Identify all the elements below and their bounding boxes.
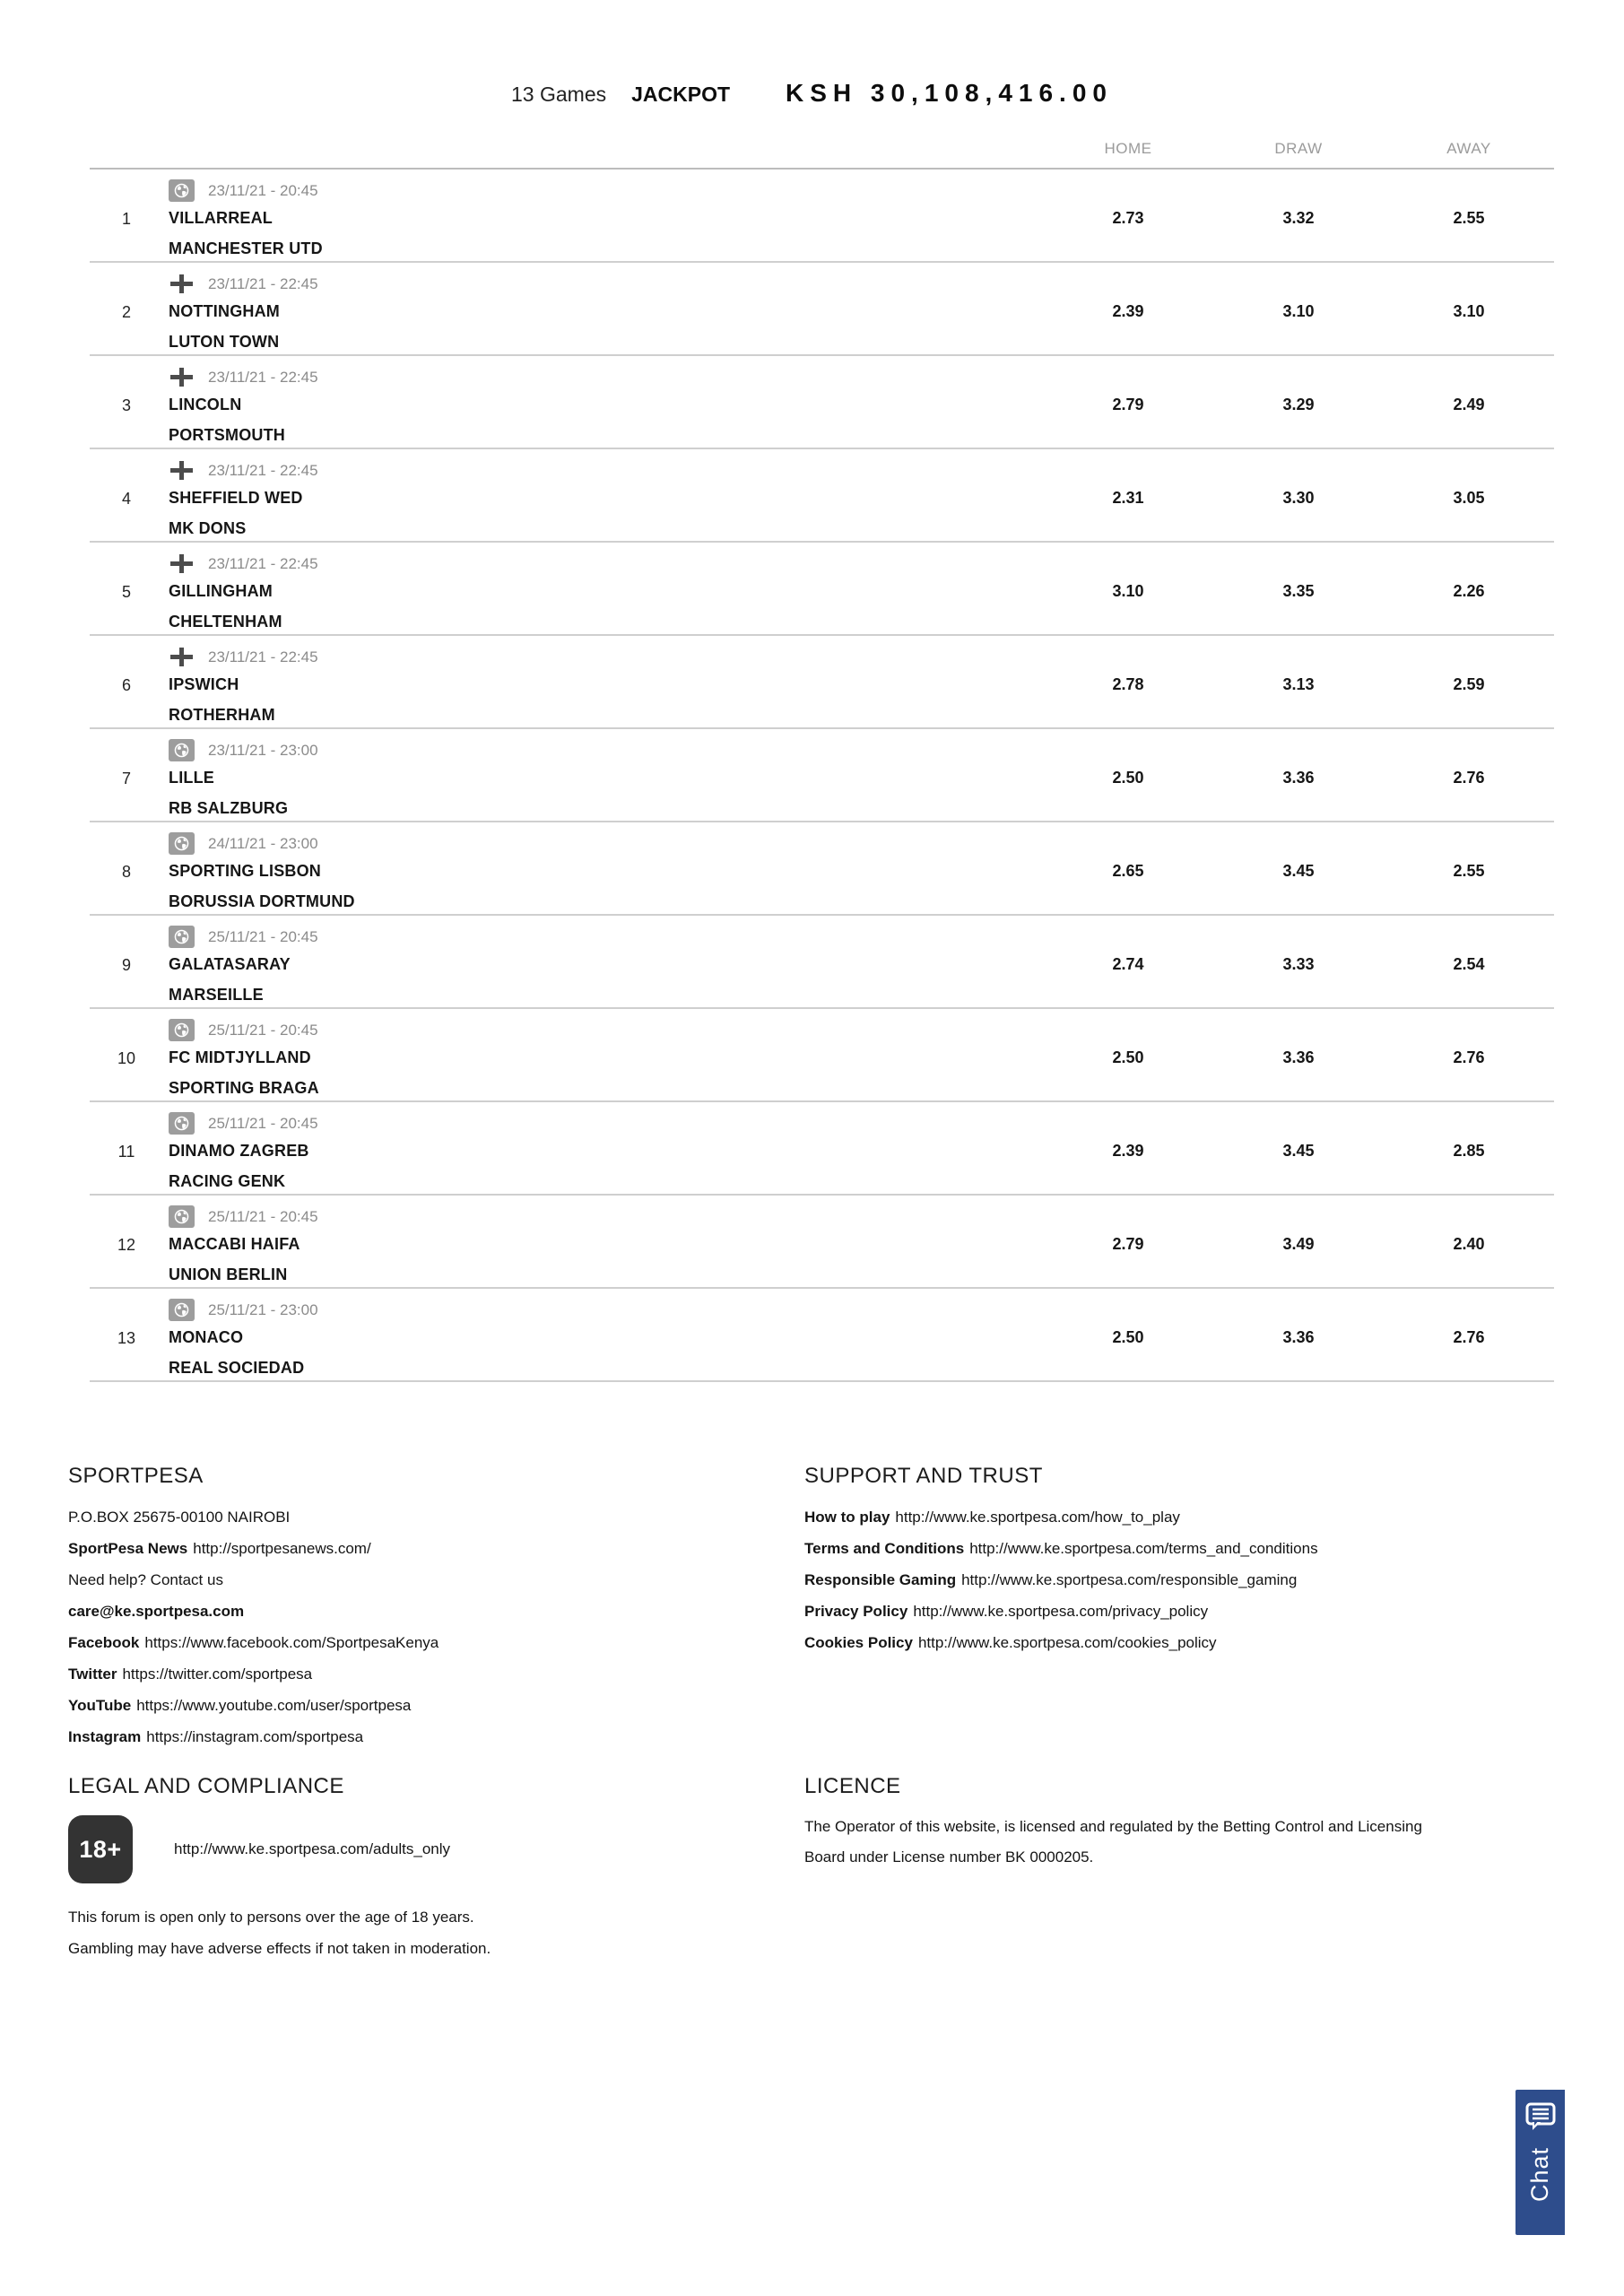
draw-odds[interactable]: 3.36	[1282, 1328, 1315, 1346]
game-datetime-row	[169, 1019, 318, 1041]
home-odds[interactable]: 2.31	[1112, 489, 1144, 507]
support-link-url[interactable]: http://www.ke.sportpesa.com/cookies_policy	[917, 1634, 1217, 1651]
legal-compliance-section	[68, 1774, 777, 1964]
game-date: 25/11/21 - 23:00	[208, 1300, 318, 1318]
away-odds[interactable]: 2.85	[1453, 1142, 1485, 1160]
game-number: 7	[121, 770, 131, 787]
18-plus-badge: 18+	[68, 1815, 133, 1883]
draw-odds[interactable]: 3.10	[1282, 302, 1315, 320]
draw-odds[interactable]: 3.45	[1282, 862, 1315, 880]
away-odds[interactable]: 2.26	[1453, 582, 1485, 600]
globe-icon	[169, 926, 195, 948]
away-odds[interactable]: 2.54	[1453, 955, 1485, 973]
game-row	[90, 168, 1554, 261]
game-row	[90, 1194, 1554, 1287]
footer-line-label: Twitter	[68, 1665, 117, 1683]
odds-row	[1043, 1048, 1554, 1067]
support-link-line	[804, 1533, 1549, 1564]
game-datetime-row	[169, 646, 318, 668]
footer-support-section	[804, 1464, 1549, 1658]
footer-line-text[interactable]: Need help? Contact us	[68, 1571, 223, 1588]
odds-row	[1043, 396, 1554, 414]
away-team-name: RACING GENK	[169, 1172, 286, 1190]
support-link-url[interactable]: http://www.ke.sportpesa.com/responsible_gaming	[961, 1571, 1298, 1588]
licence-heading: LICENCE	[804, 1774, 901, 1798]
draw-odds[interactable]: 3.36	[1282, 1048, 1315, 1066]
away-odds[interactable]: 2.59	[1453, 675, 1485, 693]
home-team-name: SPORTING LISBON	[169, 862, 322, 880]
game-number: 13	[117, 1329, 136, 1347]
footer-line-text[interactable]: https://www.facebook.com/SportpesaKenya	[144, 1634, 439, 1651]
support-link-url[interactable]: http://www.ke.sportpesa.com/how_to_play	[895, 1509, 1180, 1526]
game-date: 23/11/21 - 22:45	[208, 554, 318, 572]
game-datetime-row	[169, 1112, 318, 1135]
away-odds[interactable]: 2.49	[1453, 396, 1485, 413]
game-number: 12	[117, 1236, 136, 1254]
home-team-name: MACCABI HAIFA	[169, 1235, 300, 1253]
away-team-name: MANCHESTER UTD	[169, 239, 323, 257]
footer-line-label: YouTube	[68, 1697, 132, 1714]
legal-disclaimer-line: This forum is open only to persons over the age of 18 years.	[68, 1909, 474, 1926]
game-date: 25/11/21 - 20:45	[208, 1114, 318, 1132]
column-header-draw: DRAW	[1274, 140, 1323, 157]
game-datetime-row	[169, 832, 318, 855]
away-team-name: CHELTENHAM	[169, 613, 282, 631]
home-odds[interactable]: 2.74	[1112, 955, 1144, 973]
game-number: 9	[121, 956, 131, 974]
odds-row	[1043, 489, 1554, 508]
odds-row	[1043, 1235, 1554, 1254]
game-row	[90, 541, 1554, 634]
home-team-name: SHEFFIELD WED	[169, 489, 303, 507]
game-datetime-row	[169, 273, 318, 295]
footer-line-text[interactable]: https://instagram.com/sportpesa	[146, 1728, 364, 1745]
game-datetime-row	[169, 926, 318, 948]
game-datetime-row	[169, 1205, 318, 1228]
away-team-name: MK DONS	[169, 519, 247, 537]
globe-icon	[169, 739, 195, 761]
home-team-name: GILLINGHAM	[169, 582, 273, 600]
licence-text: The Operator of this website, is licensed and regulated by the Betting Control and Licensing Board under License number BK 0000205.	[804, 1818, 1422, 1866]
game-row	[90, 354, 1554, 448]
away-team-name: ROTHERHAM	[169, 706, 275, 724]
game-date: 23/11/21 - 20:45	[208, 181, 318, 199]
support-link-line	[804, 1564, 1549, 1596]
home-odds[interactable]: 2.79	[1112, 396, 1144, 413]
game-row	[90, 821, 1554, 914]
support-link-line	[804, 1596, 1549, 1627]
support-link-url[interactable]: http://www.ke.sportpesa.com/terms_and_conditions	[969, 1540, 1318, 1557]
legal-heading: LEGAL AND COMPLIANCE	[68, 1774, 344, 1798]
draw-odds[interactable]: 3.32	[1282, 209, 1315, 227]
support-link-label: Privacy Policy	[804, 1603, 908, 1620]
footer-line	[68, 1501, 777, 1533]
game-datetime-row	[169, 179, 318, 202]
away-team-name: SPORTING BRAGA	[169, 1079, 319, 1097]
game-date: 23/11/21 - 23:00	[208, 741, 318, 759]
away-odds[interactable]: 2.40	[1453, 1235, 1485, 1253]
legal-disclaimer-line: Gambling may have adverse effects if not taken in moderation.	[68, 1940, 491, 1957]
draw-odds[interactable]: 3.49	[1282, 1235, 1315, 1253]
game-datetime-row	[169, 552, 318, 575]
footer-line-label: SportPesa News	[68, 1540, 188, 1557]
home-odds[interactable]: 2.50	[1112, 1328, 1144, 1346]
game-number: 6	[121, 676, 131, 694]
odds-row	[1043, 302, 1554, 321]
home-team-name: NOTTINGHAM	[169, 302, 280, 320]
england-cross-icon	[169, 273, 195, 295]
footer-line-label: Facebook	[68, 1634, 140, 1651]
footer-line-text[interactable]: http://sportpesanews.com/	[193, 1540, 371, 1557]
home-odds[interactable]: 2.39	[1112, 1142, 1144, 1160]
globe-icon	[169, 1299, 195, 1321]
support-heading: SUPPORT AND TRUST	[804, 1464, 1043, 1488]
game-row	[90, 1100, 1554, 1194]
jackpot-title: JACKPOT	[631, 83, 731, 106]
jackpot-amount: KSH 30,108,416.00	[786, 79, 1113, 107]
footer-line	[68, 1596, 777, 1627]
away-odds[interactable]: 2.76	[1453, 1328, 1485, 1346]
footer-line	[68, 1533, 777, 1564]
game-datetime-row	[169, 739, 318, 761]
support-link-line	[804, 1501, 1549, 1533]
home-odds[interactable]: 2.78	[1112, 675, 1144, 693]
game-number: 11	[117, 1143, 135, 1161]
england-cross-icon	[169, 646, 195, 668]
home-odds[interactable]: 2.73	[1112, 209, 1144, 227]
jackpot-header	[0, 79, 1624, 108]
games-list	[90, 168, 1554, 1382]
game-number: 3	[121, 396, 131, 414]
home-team-name: GALATASARAY	[169, 955, 291, 973]
jackpot-games-table	[90, 130, 1554, 1382]
home-odds[interactable]: 2.65	[1112, 862, 1144, 880]
support-link-url[interactable]: http://www.ke.sportpesa.com/privacy_policy	[913, 1603, 1209, 1620]
globe-icon	[169, 1205, 195, 1228]
globe-icon	[169, 1112, 195, 1135]
globe-icon	[169, 832, 195, 855]
game-row	[90, 448, 1554, 541]
globe-icon	[169, 1019, 195, 1041]
away-odds[interactable]: 2.55	[1453, 209, 1485, 227]
game-date: 25/11/21 - 20:45	[208, 1021, 318, 1039]
home-team-name: DINAMO ZAGREB	[169, 1142, 309, 1160]
home-team-name: LINCOLN	[169, 396, 242, 413]
odds-row	[1043, 582, 1554, 601]
game-datetime-row	[169, 1299, 318, 1321]
away-team-name: RB SALZBURG	[169, 799, 289, 817]
sportpesa-heading: SPORTPESA	[68, 1464, 204, 1488]
game-number: 5	[121, 583, 131, 601]
england-cross-icon	[169, 552, 195, 575]
draw-odds[interactable]: 3.33	[1282, 955, 1315, 973]
support-link-label: Terms and Conditions	[804, 1540, 965, 1557]
home-odds[interactable]: 2.50	[1112, 1048, 1144, 1066]
draw-odds[interactable]: 3.35	[1282, 582, 1315, 600]
home-team-name: IPSWICH	[169, 675, 239, 693]
footer-line	[68, 1721, 777, 1752]
game-row	[90, 727, 1554, 821]
footer-line	[68, 1627, 777, 1658]
game-datetime-row	[169, 459, 318, 482]
away-team-name: REAL SOCIEDAD	[169, 1359, 305, 1377]
adults-only-url[interactable]: http://www.ke.sportpesa.com/adults_only	[174, 1840, 451, 1857]
games-count: 13 Games	[511, 83, 607, 106]
odds-column-headers	[90, 130, 1554, 168]
away-odds[interactable]: 3.05	[1453, 489, 1485, 507]
home-team-name: LILLE	[169, 769, 214, 787]
england-cross-icon	[169, 366, 195, 388]
column-header-away: AWAY	[1446, 140, 1491, 157]
game-date: 23/11/21 - 22:45	[208, 461, 318, 479]
globe-icon	[169, 179, 195, 202]
licence-section	[804, 1774, 1549, 1873]
game-date: 24/11/21 - 23:00	[208, 834, 318, 852]
away-team-name: BORUSSIA DORTMUND	[169, 892, 355, 910]
chat-bubble-icon	[1524, 2101, 1557, 2136]
away-team-name: LUTON TOWN	[169, 333, 280, 351]
footer-line-label: care@ke.sportpesa.com	[68, 1603, 245, 1620]
game-date: 25/11/21 - 20:45	[208, 1207, 318, 1225]
game-date: 23/11/21 - 22:45	[208, 368, 318, 386]
footer-line-text[interactable]: https://twitter.com/sportpesa	[122, 1665, 313, 1683]
draw-odds[interactable]: 3.29	[1282, 396, 1315, 413]
support-link-label: Responsible Gaming	[804, 1571, 957, 1588]
chat-button[interactable]	[1515, 2090, 1565, 2235]
game-row	[90, 914, 1554, 1007]
draw-odds[interactable]: 3.30	[1282, 489, 1315, 507]
odds-row	[1043, 675, 1554, 694]
game-number: 1	[121, 210, 131, 228]
away-odds[interactable]: 2.55	[1453, 862, 1485, 880]
game-row	[90, 634, 1554, 727]
footer-line-text[interactable]: P.O.BOX 25675-00100 NAIROBI	[68, 1509, 291, 1526]
away-team-name: PORTSMOUTH	[169, 426, 285, 444]
footer-line-label: Instagram	[68, 1728, 142, 1745]
away-odds[interactable]: 3.10	[1453, 302, 1485, 320]
away-team-name: UNION BERLIN	[169, 1265, 288, 1283]
home-team-name: FC MIDTJYLLAND	[169, 1048, 311, 1066]
game-number: 8	[121, 863, 131, 881]
game-row	[90, 1007, 1554, 1100]
footer-line	[68, 1690, 777, 1721]
away-odds[interactable]: 2.76	[1453, 1048, 1485, 1066]
odds-row	[1043, 209, 1554, 228]
chat-label: Chat	[1526, 2147, 1553, 2203]
home-team-name: VILLARREAL	[169, 209, 273, 227]
support-link-label: How to play	[804, 1509, 890, 1526]
footer-line	[68, 1658, 777, 1690]
home-odds[interactable]: 2.39	[1112, 302, 1144, 320]
odds-row	[1043, 862, 1554, 881]
game-date: 23/11/21 - 22:45	[208, 274, 318, 292]
draw-odds[interactable]: 3.13	[1282, 675, 1315, 693]
game-date: 23/11/21 - 22:45	[208, 648, 318, 665]
game-row	[90, 1287, 1554, 1380]
support-link-line	[804, 1627, 1549, 1658]
draw-odds[interactable]: 3.45	[1282, 1142, 1315, 1160]
england-cross-icon	[169, 459, 195, 482]
game-date: 25/11/21 - 20:45	[208, 927, 318, 945]
away-odds[interactable]: 2.76	[1453, 769, 1485, 787]
game-number: 4	[121, 490, 131, 508]
home-odds[interactable]: 2.79	[1112, 1235, 1144, 1253]
home-team-name: MONACO	[169, 1328, 244, 1346]
support-link-label: Cookies Policy	[804, 1634, 913, 1651]
draw-odds[interactable]: 3.36	[1282, 769, 1315, 787]
footer-line	[68, 1564, 777, 1596]
game-row	[90, 261, 1554, 354]
odds-row	[1043, 769, 1554, 787]
away-team-name: MARSEILLE	[169, 986, 264, 1004]
game-number: 10	[117, 1049, 136, 1067]
odds-row	[1043, 1142, 1554, 1161]
odds-row	[1043, 1328, 1554, 1347]
game-number: 2	[121, 303, 131, 321]
game-datetime-row	[169, 366, 318, 388]
odds-row	[1043, 955, 1554, 974]
home-odds[interactable]: 3.10	[1112, 582, 1144, 600]
adults-only-row	[68, 1815, 777, 1883]
footer-sportpesa-section	[68, 1464, 777, 1752]
column-header-home: HOME	[1104, 140, 1152, 157]
footer-line-text[interactable]: https://www.youtube.com/user/sportpesa	[136, 1697, 412, 1714]
home-odds[interactable]: 2.50	[1112, 769, 1144, 787]
